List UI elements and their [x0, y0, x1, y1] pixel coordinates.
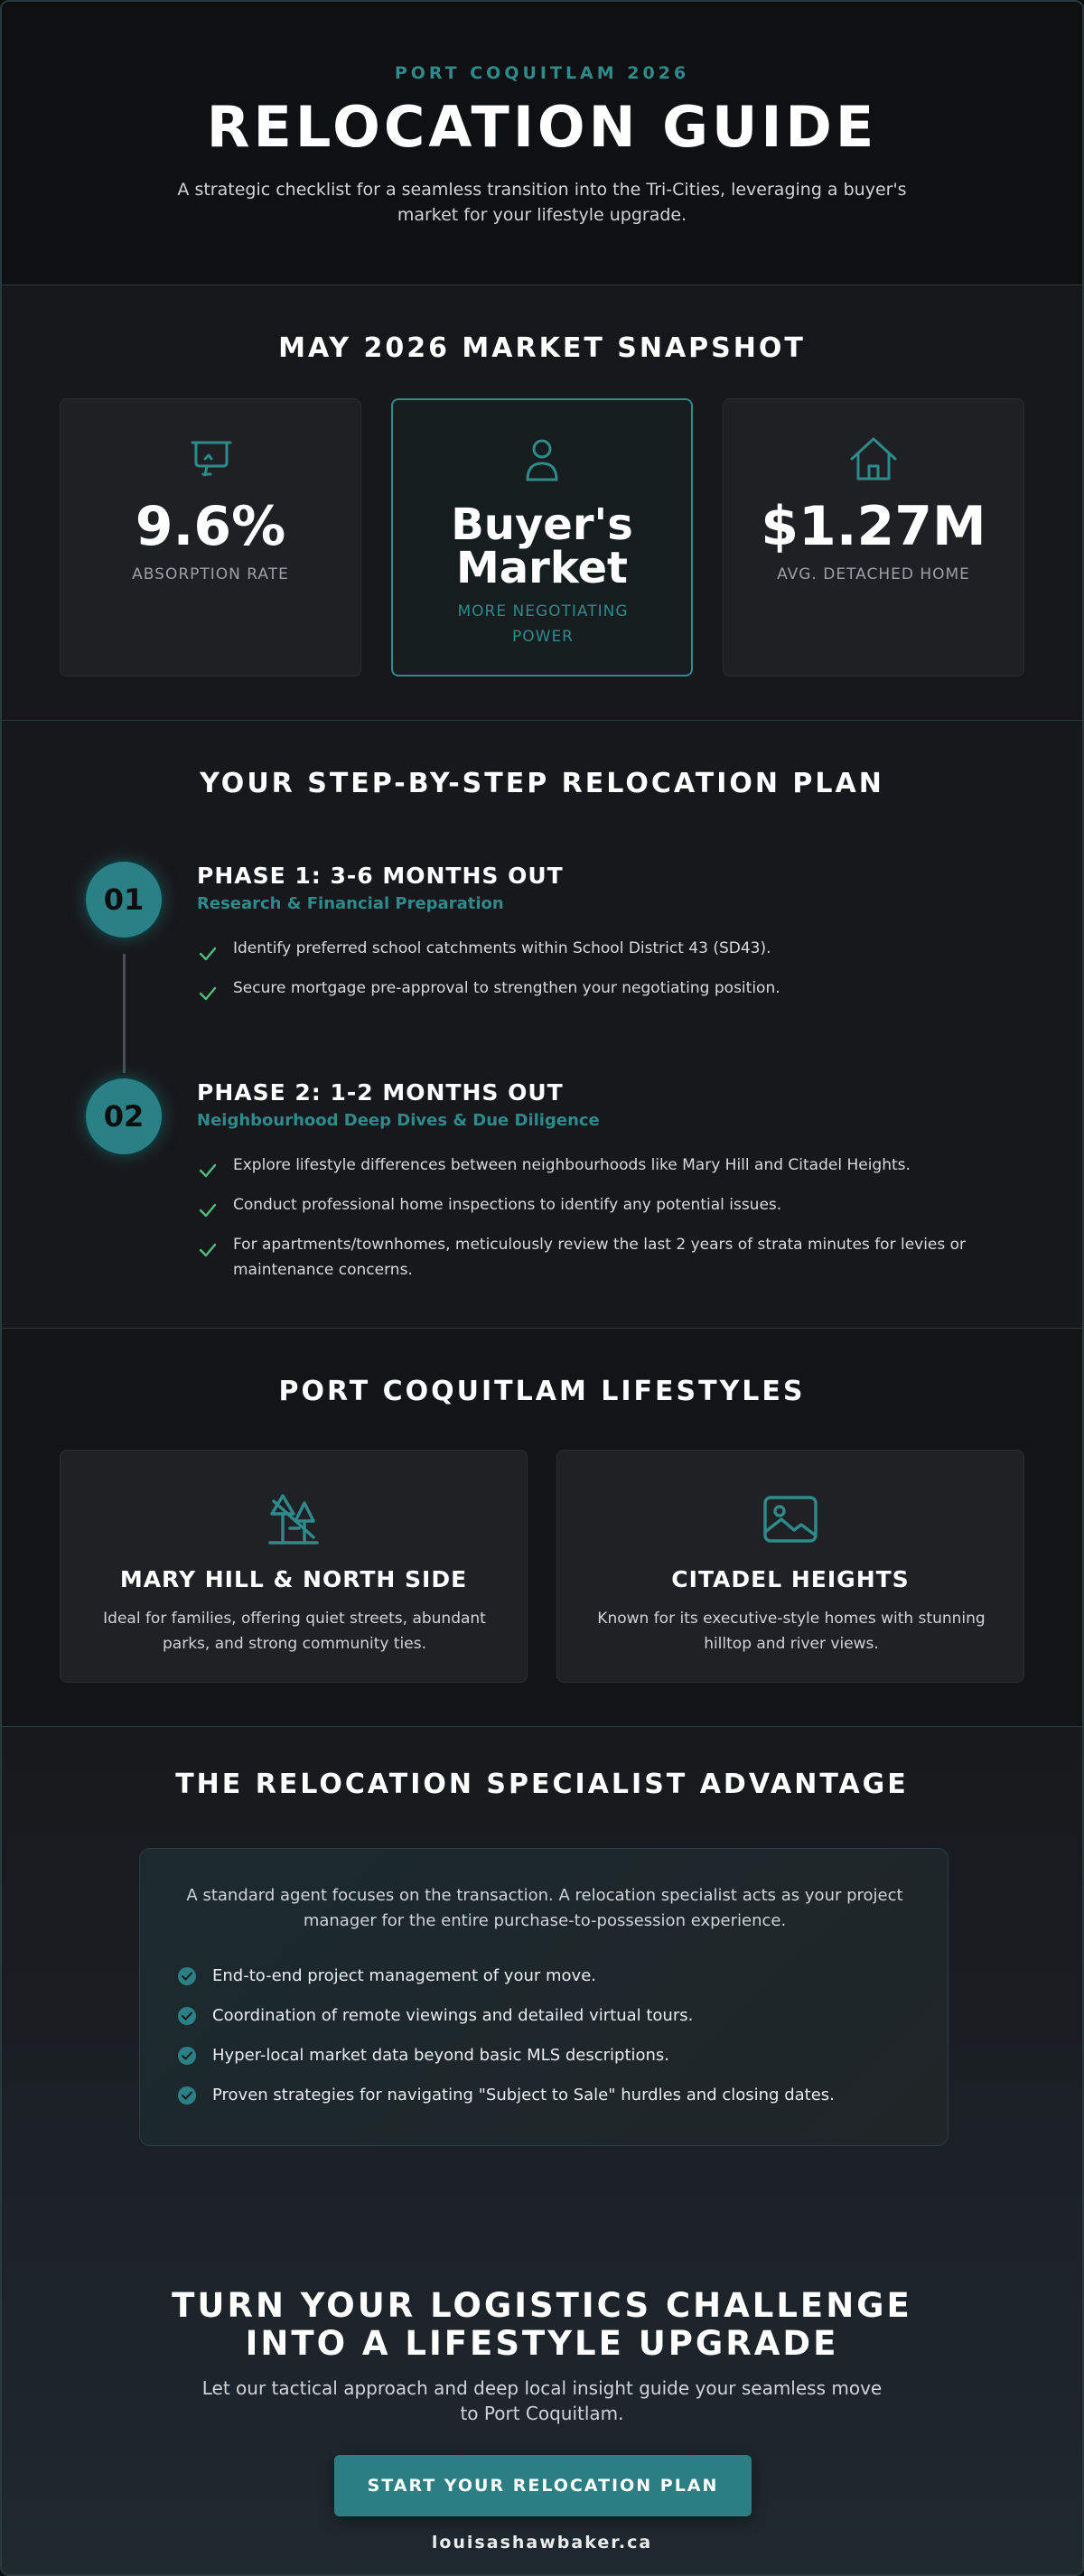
- stat-value: 9.6%: [135, 495, 286, 558]
- landscape-image-icon: [760, 1489, 821, 1550]
- trees-icon: [263, 1489, 324, 1550]
- checklist-item: Explore lifestyle differences between neighbourhoods like Mary Hill and Citadel Heights.: [233, 1156, 911, 1174]
- advantage-item: Hyper-local market data beyond basic MLS descriptions.: [212, 2046, 670, 2065]
- phase-title: PHASE 1: 3-6 MONTHS OUT: [197, 863, 564, 889]
- lifestyle-card-citadel-heights: [556, 1450, 1024, 1683]
- hero-subtitle: A strategic checklist for a seamless transition into the Tri-Cities, leveraging a buyer's market for your lifestyle upgrade.: [177, 180, 907, 225]
- check-circle-icon: [178, 2007, 196, 2025]
- stat-value-line2: Market: [456, 543, 628, 593]
- check-icon: [197, 983, 219, 1004]
- advantage-item: End-to-end project management of your move.: [212, 1966, 596, 1985]
- check-icon: [197, 1239, 219, 1261]
- home-icon: [846, 432, 901, 486]
- timeline-connector: [123, 954, 126, 1073]
- stat-card-home-price: [723, 398, 1024, 677]
- checklist-item: Conduct professional home inspections to identify any potential issues.: [233, 1196, 782, 1214]
- phase-number-badge: 01: [83, 859, 164, 940]
- advantage-intro: A standard agent focuses on the transaction. A relocation specialist acts as your project manager for the entire purchase-to-possession experience.: [186, 1886, 903, 1930]
- market-snapshot-section: [2, 285, 1082, 721]
- stat-card-absorption: [60, 398, 361, 677]
- snapshot-title: MAY 2026 MARKET SNAPSHOT: [278, 332, 806, 364]
- advantage-item: Coordination of remote viewings and detailed virtual tours.: [212, 2006, 694, 2025]
- check-icon: [197, 943, 219, 965]
- stat-value: $1.27M: [761, 495, 986, 558]
- stat-value-line1: Buyer's: [451, 499, 633, 550]
- lifestyle-name: MARY HILL & NORTH SIDE: [119, 1566, 468, 1592]
- specialist-advantage-section: [2, 1727, 1082, 2576]
- lifestyle-description: Known for its executive-style homes with stunning hilltop and river views.: [597, 1610, 986, 1653]
- phase-subtitle: Research & Financial Preparation: [197, 894, 504, 913]
- lifestyle-name: CITADEL HEIGHTS: [671, 1566, 910, 1592]
- check-circle-icon: [178, 1967, 196, 1985]
- checklist-item: Identify preferred school catchments within School District 43 (SD43).: [233, 939, 771, 957]
- phase-number-badge: 02: [83, 1076, 164, 1157]
- chart-board-icon: [183, 432, 238, 486]
- person-icon: [515, 433, 569, 487]
- plan-title: YOUR STEP-BY-STEP RELOCATION PLAN: [200, 768, 884, 799]
- cta-title-line2: INTO A LIFESTYLE UPGRADE: [245, 2324, 839, 2363]
- start-relocation-plan-button[interactable]: START YOUR RELOCATION PLAN: [334, 2455, 752, 2516]
- stat-label: ABSORPTION RATE: [132, 565, 289, 583]
- phase-title: PHASE 2: 1-2 MONTHS OUT: [197, 1079, 564, 1106]
- relocation-plan-section: [2, 721, 1082, 1329]
- lifestyles-title: PORT COQUITLAM LIFESTYLES: [278, 1376, 806, 1407]
- website-link[interactable]: louisashawbaker.ca: [431, 2533, 653, 2553]
- lifestyles-section: [2, 1329, 1082, 1727]
- advantage-panel: [139, 1848, 948, 2146]
- lifestyle-card-mary-hill: [60, 1450, 528, 1683]
- check-icon: [197, 1199, 219, 1221]
- stat-label: AVG. DETACHED HOME: [777, 565, 970, 583]
- hero-section: [2, 2, 1082, 285]
- stat-label: MORE NEGOTIATING POWER: [457, 602, 629, 646]
- page-title: RELOCATION GUIDE: [206, 94, 878, 160]
- advantage-title: THE RELOCATION SPECIALIST ADVANTAGE: [175, 1769, 909, 1800]
- phase-subtitle: Neighbourhood Deep Dives & Due Diligence: [197, 1111, 600, 1130]
- check-circle-icon: [178, 2047, 196, 2065]
- check-circle-icon: [178, 2086, 196, 2105]
- hero-eyebrow: PORT COQUITLAM 2026: [394, 63, 690, 83]
- advantage-item: Proven strategies for navigating "Subject to Sale" hurdles and closing dates.: [212, 2086, 835, 2105]
- checklist-item: Secure mortgage pre-approval to strengthen your negotiating position.: [233, 979, 780, 997]
- cta-title: [2, 2287, 1082, 2363]
- check-icon: [197, 1160, 219, 1181]
- lifestyle-description: Ideal for families, offering quiet streets, abundant parks, and strong community ties.: [103, 1610, 486, 1653]
- checklist-item: For apartments/townhomes, meticulously review the last 2 years of strata minutes for levies or maintenance concerns.: [233, 1236, 967, 1279]
- stat-card-market: [391, 398, 693, 677]
- cta-subtitle: Let our tactical approach and deep local insight guide your seamless move to Port Coquitlam.: [201, 2377, 883, 2424]
- cta-title-line1: TURN YOUR LOGISTICS CHALLENGE: [172, 2286, 912, 2325]
